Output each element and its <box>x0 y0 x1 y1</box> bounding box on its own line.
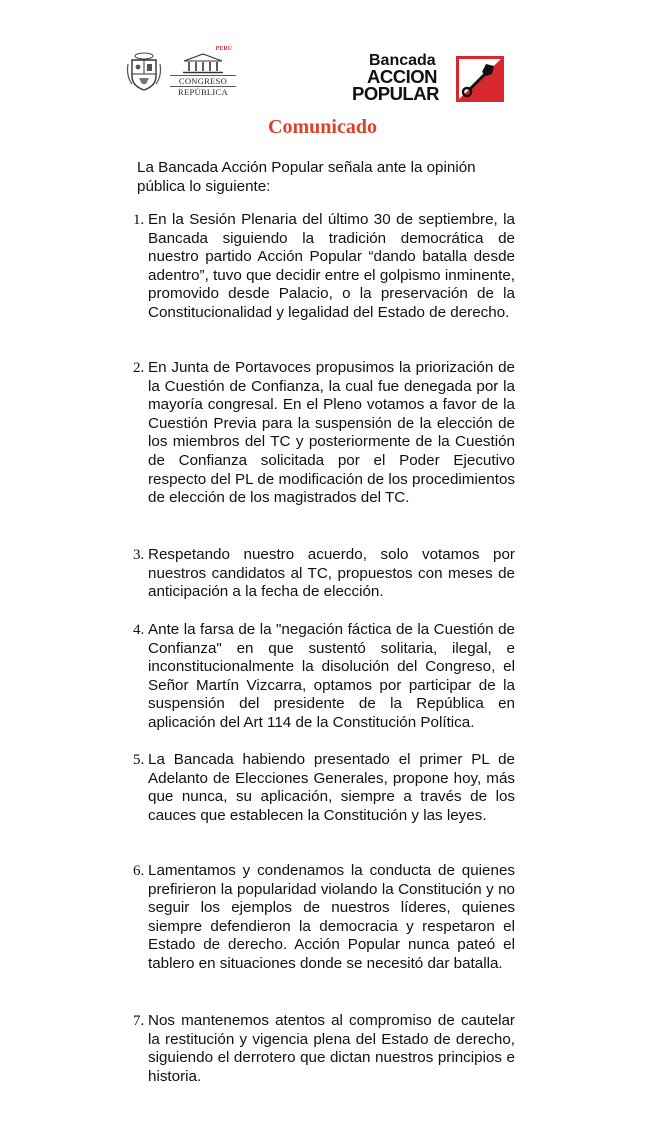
congress-logo <box>126 46 236 102</box>
item-number: 3. <box>133 547 145 563</box>
congress-emblem <box>170 46 236 102</box>
page-title: Comunicado <box>268 116 377 138</box>
item-number: 6. <box>133 863 145 879</box>
shovel-icon <box>456 56 504 102</box>
congress-label: CONGRESO <box>170 75 236 87</box>
item-number: 5. <box>133 752 145 768</box>
congress-logo-text <box>170 75 236 97</box>
item-text: En la Sesión Plenaria del último 30 de septiembre, la Bancada siguiendo la tradición democrática de nuestro partido Acción Popular “dando batalla desde adentro”, tuvo que decidir entre el golpismo inminente, promovido desde Palacio, o la preservación de la Constitucionalidad y legalidad del Estado de derecho. <box>148 211 515 321</box>
peru-tag: PERÚ <box>215 46 232 52</box>
item-number: 7. <box>133 1013 145 1029</box>
item-number: 1. <box>133 212 145 228</box>
item-text: La Bancada habiendo presentado el primer PL de Adelanto de Elecciones Generales, propone hoy, más que nunca, su aplicación, siempre a través de los cauces que establecen la Constitución y las leyes. <box>148 751 515 824</box>
item-number: 2. <box>133 360 145 376</box>
item-text: Nos mantenemos atentos al compromiso de cautelar la restitución y vigencia plena del Estado de derecho, siguiendo el derrotero que dictan nuestros principios e historia. <box>148 1012 515 1085</box>
item-text: Respetando nuestro acuerdo, solo votamos por nuestros candidatos al TC, propuestos con meses de anticipación a la fecha de elección. <box>148 546 515 601</box>
party-logo <box>352 52 507 108</box>
item-text: Lamentamos y condenamos la conducta de quienes prefirieron la popularidad violando la Constitución y no seguir los ejemplos de nuestros líderes, quienes siempre defendieron la democracia y respetaron el Estado de derecho. Acción Popular nunca pateó el tablero en situaciones donde se necesitó dar batalla. <box>148 862 515 972</box>
intro-paragraph: La Bancada Acción Popular señala ante la opinión pública lo siguiente: <box>137 159 476 195</box>
coat-of-arms-icon <box>126 50 162 92</box>
header <box>0 0 645 115</box>
item-text: En Junta de Portavoces propusimos la priorización de la Cuestión de Confianza, la cual fue denegada por la mayoría congresal. En el Pleno votamos a favor de la Cuestión Previa para la suspensión de la elección de los miembros del TC y posteriormente de la Cuestión de Confianza solicitada por el Poder Ejecutivo respecto del PL de modificación de los procedimientos de elección de los magistrados del TC. <box>148 359 515 507</box>
party-logo-accion: ACCION <box>367 66 437 87</box>
republic-label: REPÚBLICA <box>178 87 228 97</box>
building-icon <box>182 52 224 74</box>
item-number: 4. <box>133 622 145 638</box>
party-logo-bancada: Bancada <box>369 52 436 69</box>
party-logo-popular: POPULAR <box>352 83 439 104</box>
item-text: Ante la farsa de la "negación fáctica de la Cuestión de Confianza" en que sustentó solitaria, ilegal, e inconstitucionalmente la disolución del Congreso, el Señor Martín Vizcarra, optamos por participar de la suspensión del presidente de la República en aplicación del Art 114 de la Constitución Política. <box>148 621 515 731</box>
